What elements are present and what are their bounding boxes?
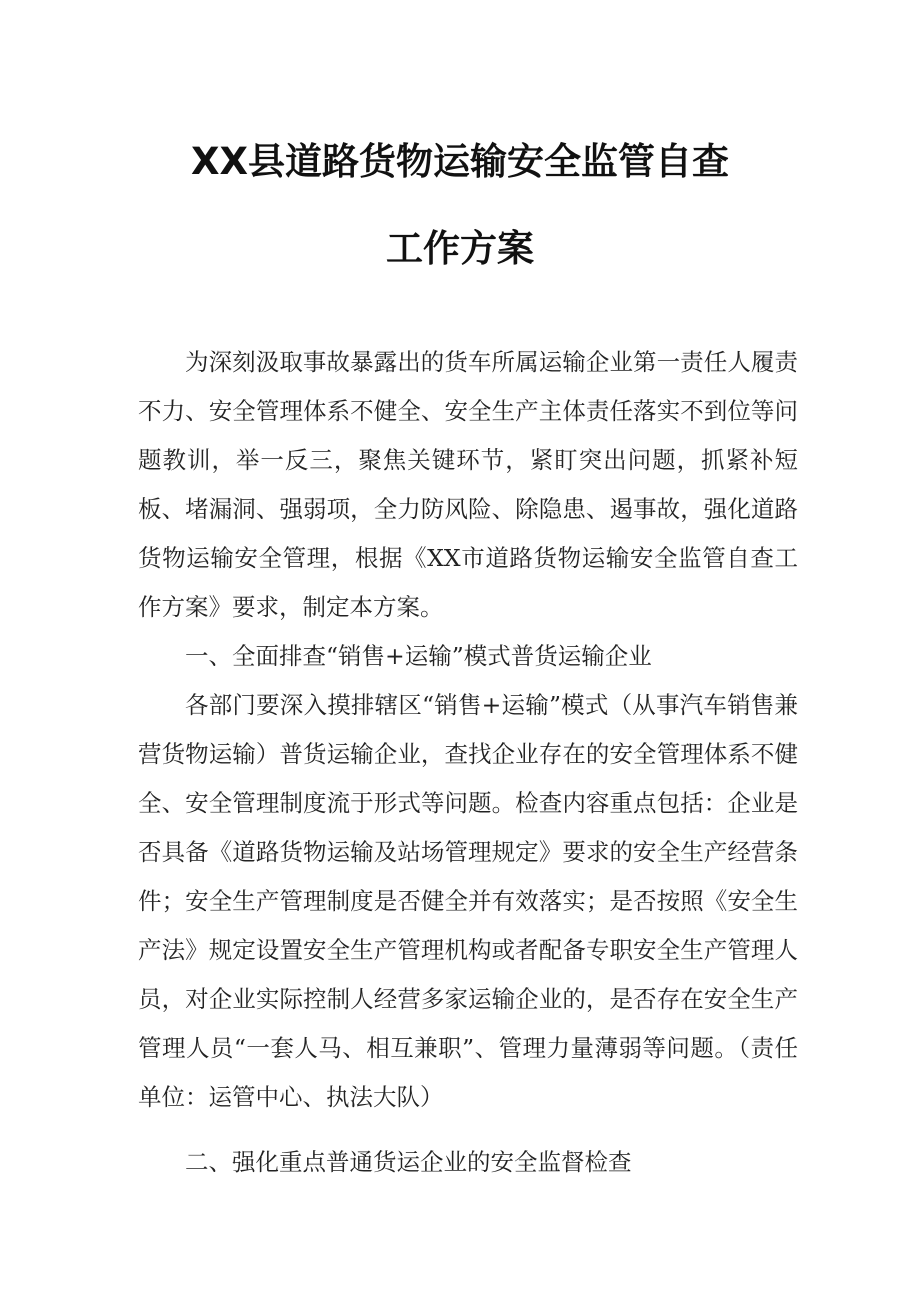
document-title-line2: 工作方案	[386, 227, 534, 270]
document-body	[138, 338, 798, 1187]
section1-paragraph: 各部门要深入摸排辖区“销售+运输”模式（从事汽车销售兼营货物运输）普货运输企业，查找企业存在的安全管理体系不健全、安全管理制度流于形式等问题。检查内容重点包括：企业是否具备《道路货物运输及站场管理规定》要求的安全生产经营条件；安全生产管理制度是否健全并有效落实；是否按照《安全生产法》规定设置安全生产管理机构或者配备专职安全生产管理人员，对企业实际控制人经营多家运输企业的，是否存在安全生产管理人员“一套人马、相互兼职”、管理力量薄弱等问题。（责任单位：运管中心、执法大队）	[138, 691, 798, 1111]
section2-heading: 二、强化重点普通货运企业的安全监督检查	[185, 1148, 632, 1176]
intro-paragraph: 为深刻汲取事故暴露出的货车所属运输企业第一责任人履责不力、安全管理体系不健全、安全生产主体责任落实不到位等问题教训，举一反三，聚焦关键环节，紧盯突出问题，抓紧补短板、堵漏洞、强弱项，全力防风险、除隐患、遏事故，强化道路货物运输安全管理，根据《XX市道路货物运输安全监管自查工作方案》要求，制定本方案。	[138, 348, 798, 621]
section1-heading: 一、全面排查“销售+运输”模式普货运输企业	[185, 642, 652, 670]
document-title-line1: XX县道路货物运输安全监管自查	[190, 140, 730, 183]
